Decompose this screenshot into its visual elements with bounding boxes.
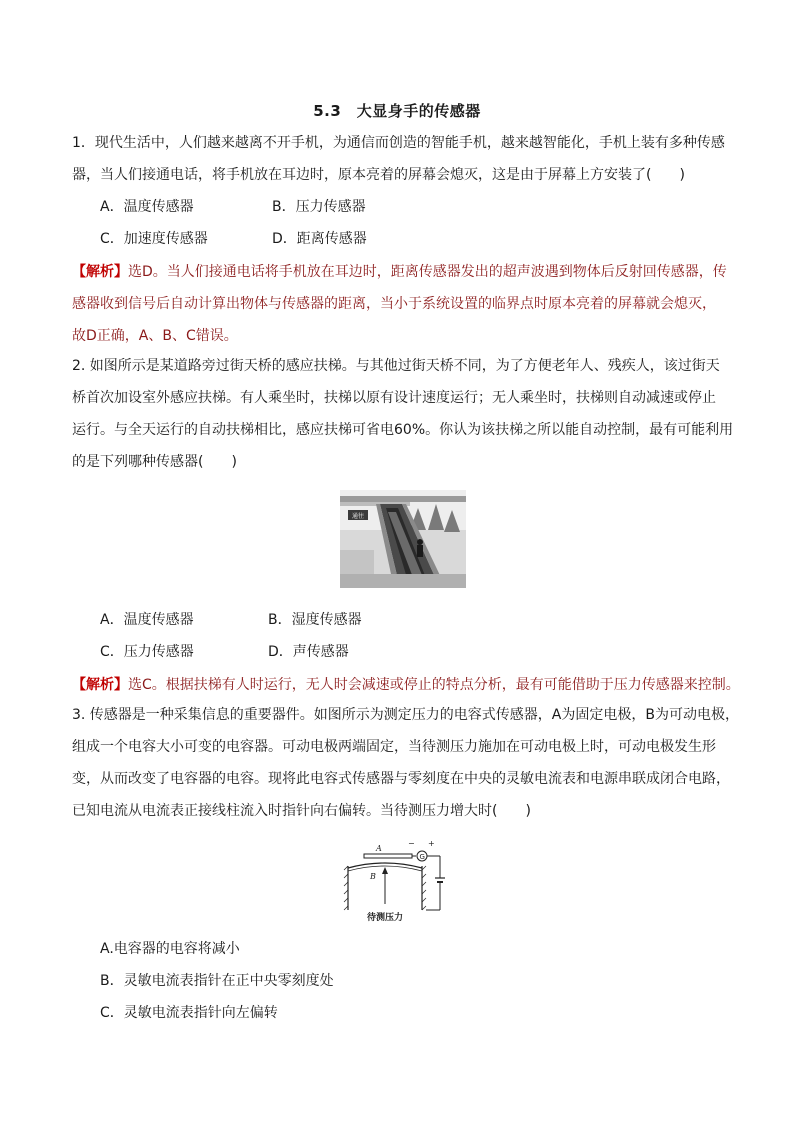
analysis-text: 选C。根据扶梯有人时运行，无人时会减速或停止的特点分析，最有可能借助于压力传感器来控制。: [128, 677, 740, 693]
analysis-tag: 【解析】: [72, 677, 128, 693]
question-2-line: 运行。与全天运行的自动扶梯相比，感应扶梯可省电60%。你认为该扶梯之所以能自动控制，最有可能利用: [72, 422, 734, 438]
question-3-line: 变，从而改变了电容器的电容。现将此电容式传感器与零刻度在中央的灵敏电流表和电源串联成闭合电路，: [72, 771, 730, 787]
page-title: 5.3 大显身手的传感器: [313, 102, 481, 120]
question-3-line: 已知电流从电流表正接线柱流入时指针向右偏转。当待测压力增大时( ): [72, 803, 531, 819]
analysis-tag: 【解析】: [72, 264, 128, 280]
question-2-option-c: C．压力传感器: [100, 644, 194, 660]
analysis-text: 故D正确，A、B、C错误。: [72, 328, 238, 344]
question-3-line: 3. 传感器是一种采集信息的重要器件。如图所示为测定压力的电容式传感器，A为固定电极，B为可动电极，: [72, 707, 739, 723]
galvanometer-plus: +: [428, 839, 435, 848]
question-2-stem: [72, 350, 734, 478]
galvanometer-minus: −: [408, 839, 415, 848]
question-2-line: 2. 如图所示是某道路旁过街天桥的感应扶梯。与其他过街天桥不同，为了方便老年人、残疾人，该过街天: [72, 358, 720, 374]
question-3-option-c: C．灵敏电流表指针向左偏转: [100, 1005, 278, 1021]
figure-caption: 待测压力: [366, 913, 404, 923]
capacitor-sensor-diagram: [340, 834, 452, 924]
question-1-option-d: D．距离传感器: [272, 231, 367, 247]
plate-a-label: A: [376, 844, 382, 853]
question-2-line: 桥首次加设室外感应扶梯。有人乘坐时，扶梯以原有设计速度运行；无人乘坐时，扶梯则自动减速或停止: [72, 390, 716, 406]
question-3-option-a: A.电容器的电容将减小: [100, 941, 240, 957]
question-2-option-d: D．声传感器: [268, 644, 349, 660]
plate-b-label: B: [370, 872, 376, 881]
sign-text: 通往: [351, 513, 365, 520]
galvanometer-label: G: [419, 853, 425, 861]
question-1-option-c: C．加速度传感器: [100, 231, 208, 247]
question-2-line: 的是下列哪种传感器( ): [72, 454, 237, 470]
question-1-option-a: A．温度传感器: [100, 199, 194, 215]
question-3-line: 组成一个电容大小可变的电容器。可动电极两端固定，当待测压力施加在可动电极上时，可动电极发生形: [72, 739, 716, 755]
question-2-analysis: [72, 669, 740, 701]
analysis-text: 感器收到信号后自动计算出物体与传感器的距离，当小于系统设置的临界点时原本亮着的屏幕就会熄灭，: [72, 296, 716, 312]
question-1-line: 器，当人们接通电话，将手机放在耳边时，原本亮着的屏幕会熄灭，这是由于屏幕上方安装了( ): [72, 167, 685, 183]
question-1-analysis: [72, 256, 727, 352]
analysis-text: 选D。当人们接通电话将手机放在耳边时，距离传感器发出的超声波遇到物体后反射回传感器，传: [128, 264, 727, 280]
question-1-stem: [72, 127, 724, 191]
question-2-option-b: B．湿度传感器: [268, 612, 362, 628]
question-1-line: 1．现代生活中，人们越来越离不开手机，为通信而创造的智能手机，越来越智能化，手机上装有多种传感: [72, 135, 725, 151]
question-3-option-b: B．灵敏电流表指针在正中央零刻度处: [100, 973, 334, 989]
question-3-stem: [72, 699, 739, 827]
question-2-option-a: A．温度传感器: [100, 612, 194, 628]
question-1-option-b: B．压力传感器: [272, 199, 366, 215]
escalator-photo: [340, 490, 466, 588]
